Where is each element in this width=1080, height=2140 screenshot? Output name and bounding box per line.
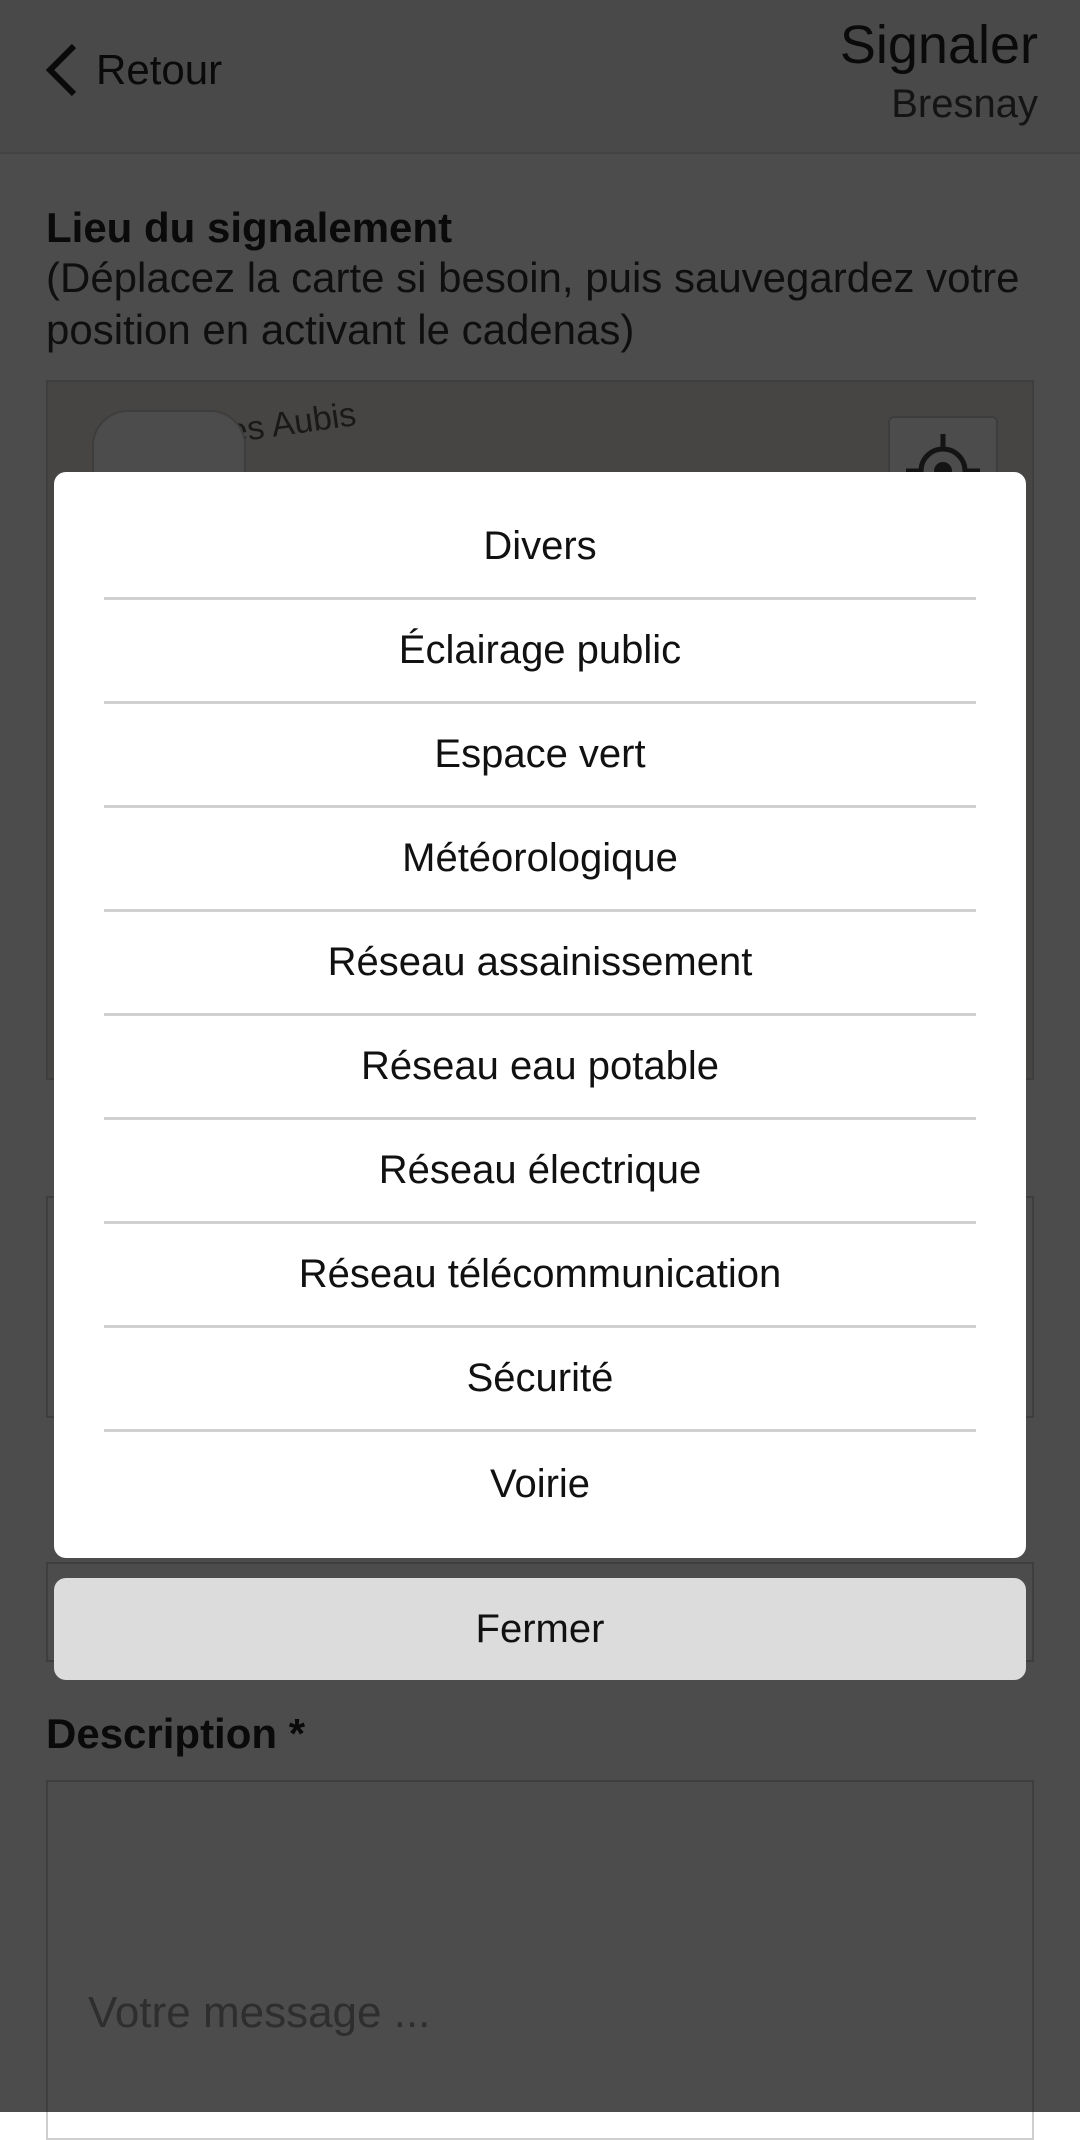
option-eclairage-public[interactable]: Éclairage public [104,600,976,704]
option-reseau-assainissement[interactable]: Réseau assainissement [104,912,976,1016]
option-reseau-eau-potable[interactable]: Réseau eau potable [104,1016,976,1120]
option-securite[interactable]: Sécurité [104,1328,976,1432]
option-reseau-telecommunication[interactable]: Réseau télécommunication [104,1224,976,1328]
category-picker-modal [54,472,1026,1558]
option-voirie[interactable]: Voirie [489,1461,591,1506]
option-divers[interactable]: Divers [104,496,976,600]
option-reseau-electrique[interactable]: Réseau électrique [104,1120,976,1224]
option-meteorologique[interactable]: Météorologique [104,808,976,912]
close-button[interactable]: Fermer [54,1578,1026,1680]
option-espace-vert[interactable]: Espace vert [104,704,976,808]
